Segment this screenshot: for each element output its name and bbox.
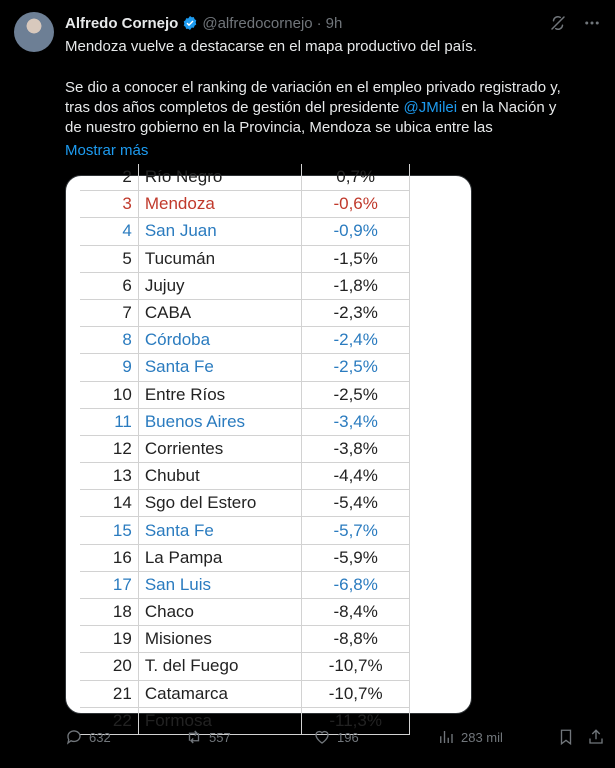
like-count: 196 bbox=[337, 729, 359, 745]
value-cell: -2,5% bbox=[302, 354, 410, 380]
rank-cell: 3 bbox=[80, 191, 139, 217]
table-row bbox=[80, 517, 410, 544]
rank-cell: 12 bbox=[80, 436, 139, 462]
table-row bbox=[80, 490, 410, 517]
rank-cell: 13 bbox=[80, 463, 139, 489]
separator-dot: · bbox=[316, 14, 322, 32]
author-name[interactable]: Alfredo Cornejo bbox=[65, 14, 179, 32]
table-row bbox=[80, 599, 410, 626]
value-cell: -1,8% bbox=[302, 273, 410, 299]
table-row bbox=[80, 164, 410, 191]
value-cell: -0,9% bbox=[302, 218, 410, 244]
province-cell: Chubut bbox=[139, 463, 303, 489]
value-cell: -11,3% bbox=[302, 708, 410, 734]
table-row bbox=[80, 300, 410, 327]
views-icon bbox=[437, 728, 455, 746]
value-cell: -4,4% bbox=[302, 463, 410, 489]
province-cell: Mendoza bbox=[139, 191, 303, 217]
rank-cell: 2 bbox=[80, 164, 139, 190]
tweet-text-line2 bbox=[65, 78, 603, 138]
value-cell: -6,8% bbox=[302, 572, 410, 598]
tweet-text-line1: Mendoza vuelve a destacarse en el mapa productivo del país. bbox=[65, 38, 477, 55]
value-cell: -3,8% bbox=[302, 436, 410, 462]
province-cell: Sgo del Estero bbox=[139, 490, 303, 516]
province-cell: Santa Fe bbox=[139, 517, 303, 543]
reply-count: 632 bbox=[89, 729, 111, 745]
reply-button[interactable] bbox=[65, 728, 111, 746]
province-cell: San Juan bbox=[139, 218, 303, 244]
like-button[interactable] bbox=[313, 728, 359, 746]
value-cell: -0,6% bbox=[302, 191, 410, 217]
tweet-text-pre: tras dos años completos de gestión del presidente bbox=[65, 99, 404, 116]
tweet-image[interactable] bbox=[65, 167, 472, 730]
value-cell: -1,5% bbox=[302, 246, 410, 272]
province-cell: Río Negro bbox=[139, 164, 303, 190]
province-cell: Jujuy bbox=[139, 273, 303, 299]
tweet-time[interactable]: 9h bbox=[325, 14, 343, 32]
rank-cell: 19 bbox=[80, 626, 139, 652]
more-icon[interactable] bbox=[583, 14, 601, 32]
table-row bbox=[80, 382, 410, 409]
value-cell: -3,4% bbox=[302, 409, 410, 435]
table-row bbox=[80, 463, 410, 490]
table-row bbox=[80, 246, 410, 273]
province-cell: San Luis bbox=[139, 572, 303, 598]
rank-cell: 21 bbox=[80, 681, 139, 707]
province-cell: Catamarca bbox=[139, 681, 303, 707]
share-button[interactable] bbox=[587, 728, 605, 746]
tweet-text-post: en la Nación y bbox=[457, 99, 557, 116]
rank-cell: 18 bbox=[80, 599, 139, 625]
table-row bbox=[80, 354, 410, 381]
table-row bbox=[80, 681, 410, 708]
rank-cell: 10 bbox=[80, 382, 139, 408]
province-cell: La Pampa bbox=[139, 545, 303, 571]
province-cell: Tucumán bbox=[139, 246, 303, 272]
tweet-text-line2a: Se dio a conocer el ranking de variación en el empleo privado registrado y, bbox=[65, 79, 561, 96]
repost-count: 557 bbox=[209, 729, 231, 745]
rank-cell: 11 bbox=[80, 409, 139, 435]
repost-icon bbox=[185, 728, 203, 746]
province-cell: Formosa bbox=[139, 708, 303, 734]
ranking-table bbox=[80, 164, 410, 735]
rank-cell: 22 bbox=[80, 708, 139, 734]
value-cell: -8,4% bbox=[302, 599, 410, 625]
value-cell: -10,7% bbox=[302, 653, 410, 679]
table-row bbox=[80, 409, 410, 436]
mention-link[interactable]: @JMilei bbox=[403, 99, 458, 116]
rank-cell: 16 bbox=[80, 545, 139, 571]
show-more-link[interactable]: Mostrar más bbox=[65, 142, 149, 159]
rank-cell: 17 bbox=[80, 572, 139, 598]
value-cell: -2,3% bbox=[302, 300, 410, 326]
avatar[interactable] bbox=[14, 12, 54, 52]
tweet-text-line2b bbox=[65, 98, 603, 118]
province-cell: Entre Ríos bbox=[139, 382, 303, 408]
province-cell: Buenos Aires bbox=[139, 409, 303, 435]
value-cell: -2,5% bbox=[302, 382, 410, 408]
like-icon bbox=[313, 728, 331, 746]
province-cell: Córdoba bbox=[139, 327, 303, 353]
rank-cell: 20 bbox=[80, 653, 139, 679]
rank-cell: 8 bbox=[80, 327, 139, 353]
table-row bbox=[80, 273, 410, 300]
value-cell: -5,4% bbox=[302, 490, 410, 516]
tweet-text-line2c: de nuestro gobierno en la Provincia, Mendoza se ubica entre las bbox=[65, 119, 493, 136]
bookmark-button[interactable] bbox=[557, 728, 575, 746]
table-row bbox=[80, 653, 410, 680]
rank-cell: 6 bbox=[80, 273, 139, 299]
rank-cell: 4 bbox=[80, 218, 139, 244]
views-button[interactable] bbox=[437, 728, 503, 746]
tweet-actions bbox=[65, 726, 605, 748]
value-cell: 0,7% bbox=[302, 164, 410, 190]
table-row bbox=[80, 327, 410, 354]
value-cell: -2,4% bbox=[302, 327, 410, 353]
repost-button[interactable] bbox=[185, 728, 231, 746]
value-cell: -8,8% bbox=[302, 626, 410, 652]
value-cell: -5,7% bbox=[302, 517, 410, 543]
views-count: 283 mil bbox=[461, 729, 503, 745]
rank-cell: 14 bbox=[80, 490, 139, 516]
province-cell: T. del Fuego bbox=[139, 653, 303, 679]
rank-cell: 7 bbox=[80, 300, 139, 326]
rank-cell: 5 bbox=[80, 246, 139, 272]
table-row bbox=[80, 218, 410, 245]
value-cell: -5,9% bbox=[302, 545, 410, 571]
rank-cell: 9 bbox=[80, 354, 139, 380]
province-cell: Corrientes bbox=[139, 436, 303, 462]
table-row bbox=[80, 572, 410, 599]
province-cell: Santa Fe bbox=[139, 354, 303, 380]
table-row bbox=[80, 191, 410, 218]
author-handle[interactable]: @alfredocornejo bbox=[202, 14, 313, 32]
province-cell: Chaco bbox=[139, 599, 303, 625]
province-cell: CABA bbox=[139, 300, 303, 326]
reply-icon bbox=[65, 728, 83, 746]
share-icon bbox=[587, 728, 605, 746]
verified-badge-icon bbox=[182, 15, 198, 31]
grok-icon[interactable] bbox=[549, 14, 567, 32]
table-row bbox=[80, 545, 410, 572]
tweet-header bbox=[65, 12, 601, 34]
table-row bbox=[80, 436, 410, 463]
bookmark-icon bbox=[557, 728, 575, 746]
rank-cell: 15 bbox=[80, 517, 139, 543]
table-row bbox=[80, 626, 410, 653]
province-cell: Misiones bbox=[139, 626, 303, 652]
header-actions bbox=[549, 14, 601, 32]
value-cell: -10,7% bbox=[302, 681, 410, 707]
